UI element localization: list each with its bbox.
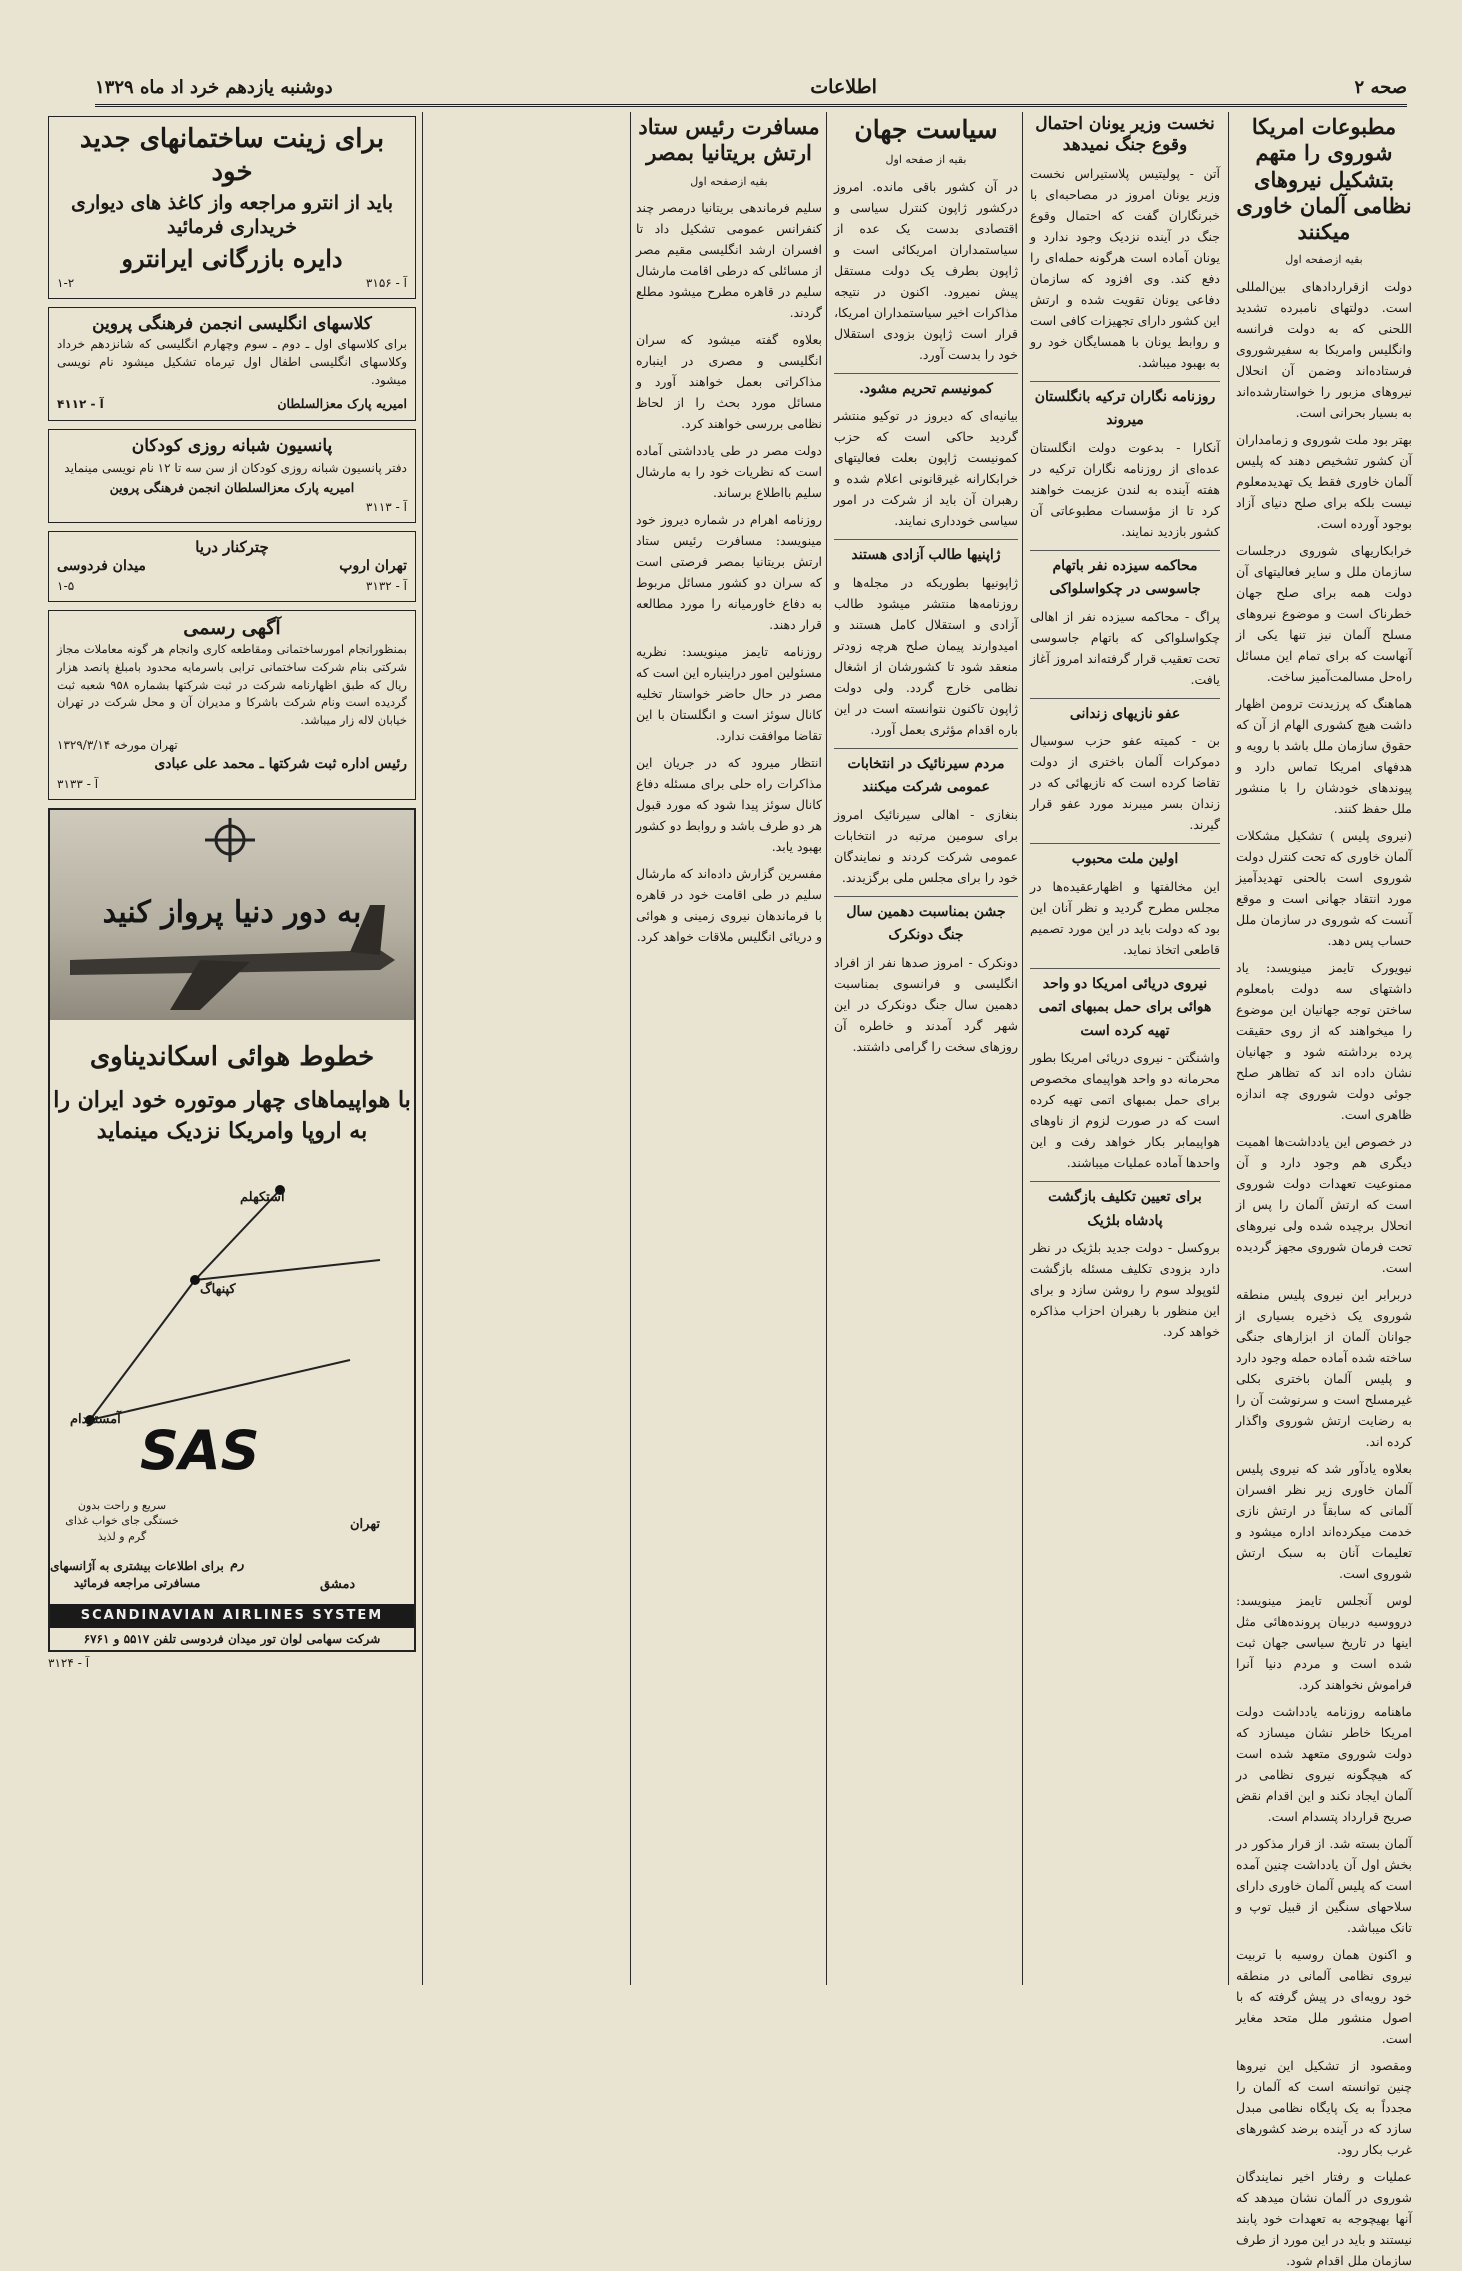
paragraph: بروکسل - دولت جدید بلژیک در نظر دارد بزودی تکلیف مسئله بازگشت لئوپولد سوم را روشن سازد و برای این منظور با رهبران احزاب مذاکره خواهد کرد.	[1030, 1240, 1220, 1340]
city-tehran: تهران	[350, 1517, 380, 1533]
paragraph: نیویورک تایمز مینویسد: یاد داشتهای سه دولت بامعلوم ساختن توجه جهانیان این موضوع را میخواهند که از روی حقیقت پرده برداشته شود و جهانیان نشان داده اند که تظاهر صلح جوئی دولت شوروی چه اندازه ظاهری است.	[1236, 959, 1412, 1122]
column-rule	[1228, 112, 1229, 1985]
paragraph: واشنگتن - نیروی دریائی امریکا بطور محرمانه دو واحد هواپیمای مخصوص برای حمل بمبهای اتمی تهیه کرده است که در صورت لزوم از ناوهای هواپیمابر بکار خواهد رفت و این واحدها آماده عملیات میباشند.	[1030, 1050, 1220, 1171]
route-map	[50, 1150, 414, 1450]
column-4	[636, 112, 822, 1985]
ad-body: دفتر پانسیون شبانه روزی کودکان از سن سه تا ۱۲ نام نویسی مینماید	[64, 460, 407, 475]
ad-interior	[48, 116, 416, 299]
sas-info: برای اطلاعات بیشتری به آژانسهای مسافرتی مراجعه فرمائید	[50, 1559, 224, 1591]
sas-footer: شرکت سهامی لوان تور میدان فردوسی تلفن ۵۵۱۷ و ۶۷۶۱	[83, 1632, 381, 1647]
continued-note: بقیه از صفحه اول	[885, 153, 967, 167]
sas-logo: SAS	[140, 1419, 260, 1483]
headline-belgium: برای تعیین تکلیف بازگشت پادشاه بلژیک	[1030, 1181, 1220, 1233]
ad-code: ۱-۵	[57, 579, 75, 594]
paragraph: این مخالفتها و اظهارعقیده‌ها در مجلس مطرح گردید و نظر آنان این بود که دولت باید در این مورد تصمیم قاطعی اتخاذ نماید.	[1030, 878, 1220, 957]
paragraph: روزنامه اهرام در شماره دیروز خود مینویسد: مسافرت رئیس ستاد ارتش بریتانیا بمصر فرصتی است که سران دو کشور مسائل مربوط به دفاع خاورمیانه را مورد مطالعه قرار دهند.	[636, 511, 822, 632]
ad-code: آ - ۳۱۵۶	[365, 275, 407, 290]
column-rule	[1022, 112, 1023, 1985]
paragraph: بعلاوه یادآور شد که نیروی پلیس آلمان خاوری زیر نظر افسران آلمانی که سابقاً در ارتش نازی خدمت میکرده‌اند اداره میشود و تعلیمات آنان به سبک ارتش شوروی است.	[1236, 1460, 1412, 1581]
masthead	[95, 70, 1407, 107]
paragraph: پراگ - محاکمه سیزده نفر از اهالی چکواسلواکی که باتهام جاسوسی تحت تعقیب قرار گرفته‌اند امروز آغاز یافت.	[1030, 608, 1220, 687]
ad-address: امیریه پارک معزالسلطان	[277, 395, 407, 411]
paragraph: آتن - پولیتیس پلاستیراس نخست وزیر یونان امروز در مصاحبه‌ای با خبرنگاران گفت که احتمال وقوع جنگ در آینده نزدیک وجود ندارد و یونان آماده است هرگونه حمله‌ای را دفع کند. وی افزود که سازمان دفاعی یونان تقویت شده و ارتش این کشور دارای تجهیزات کافی است و روابط یونان با همسایگان خود رو به بهبود میباشد.	[1030, 165, 1220, 370]
ad-location: تهران اروپ	[339, 558, 407, 575]
ad-code: آ - ۴۱۱۲	[57, 396, 104, 411]
paper-name: اطلاعات	[810, 76, 877, 98]
paragraph: آلمان بسته شد. از قرار مذکور در بخش اول آن یادداشت چنین آمده است که پلیس آلمان خاوری دارای سلاحهای سنگین از قبیل توپ و تانک میباشد.	[1236, 1835, 1412, 1935]
page-number: صحه ۲	[1354, 76, 1407, 98]
ad-boarding	[48, 429, 416, 523]
paragraph: عملیات و رفتار اخیر نمایندگان شوروی در آلمان نشان میدهد که آنها بهیچوجه به تعهدات خود پابند نیستند و باید در این مورد از طرف سازمان ملل اقدام شود.	[1236, 2168, 1412, 2268]
column-rule	[630, 112, 631, 1985]
ad-title: برای زینت ساختمانهای جدید خود	[79, 124, 385, 187]
paragraph: دولت مصر در طی یادداشتی آماده است که نظریات خود را به مارشال سلیم بااطلاع برساند.	[636, 442, 822, 500]
city-copenhagen: کپنهاگ	[200, 1282, 236, 1298]
continued-note: بقیه ازصفحه اول	[1285, 253, 1363, 267]
sas-subtitle: با هواپیماهای چهار موتوره خود ایران را به اروپا وامریکا نزدیک مینماید	[53, 1087, 411, 1144]
paragraph: دولت ازقراردادهای بین‌المللی است. دولتهای نامبرده تشدید اللحنی که به دولت فرانسه وانگلیس وامریکا به سفیرشوروی فرستاده‌اند وضمن آن انحلال نیروهای مزبور را خواستارشده‌اند به بسیار بحرانی است.	[1236, 278, 1412, 420]
ad-body: باید از انترو مراجعه واز کاغذ های دیواری خریداری فرمائید	[70, 192, 394, 238]
paragraph: آنکارا - بدعوت دولت انگلستان عده‌ای از روزنامه نگاران ترکیه در هفته آینده به لندن عزیمت خواهند کرد تا از مؤسسات مطبوعاتی آن کشور بازدید نمایند.	[1030, 439, 1220, 539]
paragraph: در خصوص این یادداشت‌ها اهمیت دیگری هم وجود دارد و آن ممنوعیت تعهدات دولت شوروی است که ارتش آلمان را پس از انحلال برچیده شده ولی نیروهای تحت فرمان شوروی مجهز گردیده است.	[1236, 1133, 1412, 1275]
ad-title: پانسیون شبانه روزی کودکان	[131, 435, 333, 456]
ad-title: آگهی رسمی	[183, 617, 281, 640]
headline-nazi-amnesty: عفو نازیهای زندانی	[1030, 698, 1220, 727]
ad-signature: رئیس اداره ثبت شرکتها ـ محمد علی عبادی	[154, 756, 407, 773]
headline-czech: محاکمه سیزده نفر باتهام جاسوسی در چکواسلواکی	[1030, 550, 1220, 602]
ad-location: میدان فردوسی	[57, 558, 146, 575]
headline-soviet: مطبوعات امریکا شوروی را متهم بتشکیل نیروهای نظامی آلمان خاوری میکنند	[1236, 114, 1412, 244]
paragraph: در آن کشور باقی مانده. امروز درکشور ژاپون کنترل سیاسی و اقتصادی بدست یک عده از سیاستمداران امریکائی است و ژاپون بطرف یک دولت مستقل پیش نمیرود. اکنون در نتیجه مذاکرات اخیر سیاستمداران امریکا، قرار است ژاپون بزودی استقلال خود را بدست آورد.	[834, 178, 1018, 362]
headline-world-politics: سیاست جهان	[854, 115, 998, 144]
paragraph: ژاپونیها بطوریکه در مجله‌ها و روزنامه‌ها منتشر میشود طالب آزادی و استقلال کامل هستند و امیدوارند پیمان صلح هرچه زودتر منعقد شود تا کشورشان از اشغال نظامی خارج گردد. ولی دولت ژاپون تاکنون نتوانسته است در این باره اقدام مؤثری بعمل آورد.	[834, 574, 1018, 737]
paragraph: ومقصود از تشکیل این نیروها چنین توانسته است که آلمان را مجدداً به یک پایگاه نظامی مبدل سازد که در آینده برضد کشورهای غرب بکار رود.	[1236, 2057, 1412, 2157]
city-amsterdam: آمستردام	[70, 1412, 121, 1428]
ad-firm: دایره بازرگانی ایرانترو	[121, 243, 343, 273]
column-1	[1236, 112, 1412, 2268]
sas-banner: SCANDINAVIAN AIRLINES SYSTEM	[50, 1604, 414, 1628]
headline-greece: نخست وزیر یونان احتمال وقوع جنگ نمیدهد	[1035, 114, 1215, 156]
paragraph: بهتر بود ملت شوروی و زمامداران آن کشور تشخیص دهند که پلیس آلمان خاوری فقط یک تهدیدمعلوم نیست بلکه برای صلح دنیای آزاد بوجود آورده است.	[1236, 431, 1412, 531]
ad-umbrella	[48, 531, 416, 603]
paragraph: هماهنگ که پرزیدنت ترومن اظهار داشت هیچ کشوری الهام از آن که حقوق سازمان ملل باشد با رویه و هدفهای امریکا تماس دارد و پیوندهای خودشان را با منشور ملل حفظ کنند.	[1236, 695, 1412, 816]
column-rule	[422, 112, 423, 1985]
paragraph: دونکرک - امروز صدها نفر از افراد انگلیسی و فرانسوی بمناسبت دهمین سال جنگ دونکرک در این شهر گرد آمدند و خاطره آن روزهای سخت را گرامی داشتند.	[834, 954, 1018, 1054]
paragraph: بنغازی - اهالی سیرنائیک امروز برای سومین مرتبه در انتخابات عمومی شرکت کردند و نمایندگان خود را برای مجلس ملی برگزیدند.	[834, 806, 1018, 885]
paragraph: (نیروی پلیس ) تشکیل مشکلات آلمان خاوری که تحت کنترل دولت شوروی است بالحنی تهدیدآمیز مورد انتقاد جهانی است و موقع آنست که شوروی در سازمان ملل حساب پس دهد.	[1236, 827, 1412, 948]
city-stockholm: استکهلم	[240, 1190, 285, 1206]
headline-navy: نیروی دریائی امریکا دو واحد هوائی برای حمل بمبهای اتمی تهیه کرده است	[1030, 968, 1220, 1044]
paragraph: مفسرین گزارش داده‌اند که مارشال سلیم در طی اقامت خود در قاهره با فرماندهان نیروی زمینی و هوائی و دریائی انگلیس ملاقات خواهد کرد.	[636, 865, 822, 944]
continued-note: بقیه ازصفحه اول	[690, 174, 768, 188]
issue-date: دوشنبه یازدهم خرد اد ماه ۱۳۲۹	[95, 76, 333, 98]
ad-body: برای کلاسهای اول ـ دوم ـ سوم وچهارم انگلیسی که شانزدهم خرداد وکلاسهای انگلیسی اطفال اول تیرماه تشکیل میشود نام نویسی میشود.	[57, 336, 407, 387]
sas-headline: به دور دنیا پرواز کنید	[102, 895, 362, 931]
paragraph: لوس آنجلس تایمز مینویسد: درووسیه دربیان پرونده‌هائی مثل اینها در تاریخ سیاسی جهان ثبت شده است و مردم دنیا آنرا فراموش نخواهند کرد.	[1236, 1592, 1412, 1692]
subhead-cyrenaica: مردم سیرنائیک در انتخابات عمومی شرکت میکنند	[834, 748, 1018, 800]
paragraph: انتظار میرود که در جریان این مذاکرات راه حلی برای مسئله دفاع کانال سوئز پیدا شود که مورد قبول هر دو طرف باشد و روابط دو کشور بهبود یابد.	[636, 754, 822, 854]
subhead-communism: کمونیسم تحریم مشود.	[834, 373, 1018, 402]
airplane-photo	[50, 810, 414, 1020]
paragraph: و اکنون همان روسیه با تربیت نیروی نظامی آلمانی در منطقه خود رویه‌ای در پیش گرفته که با اصول منشور ملل متحد مغایر است.	[1236, 1946, 1412, 2046]
subhead-dunkirk: جشن بمناسبت دهمین سال جنگ دونکرک	[834, 896, 1018, 948]
ad-code: آ - ۳۱۳۳	[57, 777, 99, 792]
subhead-japan: ژاپنیها طالب آزادی هستند	[834, 539, 1018, 568]
city-rome: رم	[230, 1557, 245, 1573]
city-damascus: دمشق	[320, 1577, 356, 1593]
ad-address: امیریه پارک معزالسلطان انجمن فرهنگی پروین	[109, 479, 355, 495]
paragraph: ماهنامه روزنامه یادداشت دولت امریکا خاطر نشان میسازد که دولت شوروی متعهد شده است که هیچگونه نیروی نظامی در آلمان ایجاد نکند و این اقدام نقض صریح قرارداد پتسدام است.	[1236, 1703, 1412, 1824]
ad-official-notice	[48, 610, 416, 800]
ad-date: تهران مورخه ۱۳۲۹/۳/۱۴	[57, 738, 178, 753]
headline-turkey: روزنامه نگاران ترکیه بانگلستان میروند	[1030, 381, 1220, 433]
sas-title: خطوط هوائی اسکاندیناوی	[89, 1042, 375, 1073]
headline-first-nation: اولین ملت محبوب	[1030, 843, 1220, 872]
ad-code: آ - ۳۱۱۳	[365, 499, 407, 514]
paragraph: بیانیه‌ای که دیروز در توکیو منتشر گردید حاکی است که حزب کمونیست ژاپون بعلت فعالیتهای خرابکارانه غیرقانونی اعلام شده و رهبران آن باید از شرکت در امور سیاسی خودداری نمایند.	[834, 408, 1018, 529]
paragraph: روزنامه تایمز مینویسد: نظریه مسئولین امور دراینباره این است که مصر در حال حاضر خواستار تخلیه کانال سوئز است و انگلستان با این تقاضا موافقت ندارد.	[636, 643, 822, 743]
ad-english-classes	[48, 307, 416, 421]
sas-features: سریع و راحت بدون خستگی جای خواب غذای گرم و لذیذ	[65, 1499, 179, 1543]
paragraph: بعلاوه گفته میشود که سران انگلیسی و مصری در اینباره مذاکراتی بعمل خواهند آورد و مسائل مورد بحث را از لحاظ نظامی بررسی خواهند کرد.	[636, 331, 822, 431]
paragraph: خرابکاریهای شوروی درجلسات سازمان ملل و سایر فعالیتهای آن دولت همه برای صلح جهان خطرناک است و موضوع نیروهای مسلح آلمان نیز تنها یکی از آنهاست که برای تمام این مسائل راه‌حل مسالمت‌آمیز ساخت.	[1236, 542, 1412, 684]
ad-code: آ - ۳۱۳۲	[365, 579, 407, 594]
ad-code: ۱-۲	[57, 275, 75, 290]
ad-code: آ - ۳۱۲۴	[48, 1656, 90, 1671]
column-rule	[826, 112, 827, 1985]
ad-sas	[48, 808, 416, 1652]
paragraph: بن - کمیته عفو حزب سوسیال دموکرات آلمان باختری از دولت تقاضا کرده است که نازیهائی که در زندان بسر میبرند مورد عفو قرار گیرند.	[1030, 733, 1220, 833]
paragraph: دربرابر این نیروی پلیس منطقه شوروی یک ذخیره بسیاری از جوانان آلمان از ابزارهای جنگی ساخته شده آماده حمله وجود دارد و پلیس آلمان باختری بکلی غیرمسلح است و سرنوشت آن را به رضایت ارتش شوروی واگذار کرده اند.	[1236, 1286, 1412, 1449]
paragraph: سلیم فرماندهی بریتانیا درمصر چند کنفرانس عمومی تشکیل داد تا افسران ارشد انگلیسی مقیم مصر از مسائلی که درطی اقامت مارشال سلیم در قاهره مطرح میشود مطلع گردند.	[636, 199, 822, 320]
headline-army-chief: مسافرت رئیس ستاد ارتش بریتانیا بمصر	[638, 114, 820, 166]
ads-column	[48, 112, 416, 1985]
column-3	[834, 112, 1018, 1985]
ad-title: کلاسهای انگلیسی انجمن فرهنگی پروین	[92, 313, 372, 334]
ad-body: بمنظورانجام امورساختمانی ومقاطعه کاری وانجام هر گونه معاملات مجاز شرکتی بنام شرکت ساختمانی ترابی باسرمایه محدود بامبلغ پانصد هزار ریال که طبق اظهارنامه شرکت در ثبت شرکتها بشماره ۹۵۸ شعبه ثبت گردیده است ونام شرکت باشرکا و مدیران آن و محل شرکت در تهران خیابان لاله زار میباشد.	[57, 642, 407, 728]
column-2	[1030, 112, 1220, 1985]
ad-title: چترکنار دریا	[195, 537, 269, 556]
